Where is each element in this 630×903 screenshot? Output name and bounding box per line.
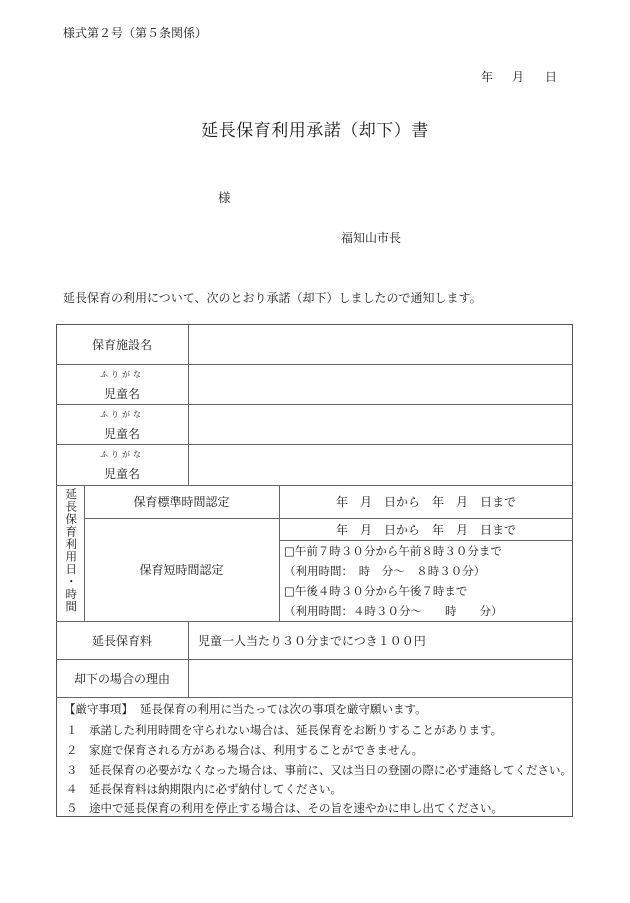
period-side-label: 延長保育利用日・時間 bbox=[64, 488, 79, 613]
rejection-reason-label: 却下の場合の理由 bbox=[73, 671, 170, 686]
row-divider bbox=[56, 697, 573, 698]
fee-label: 延長保育料 bbox=[91, 633, 152, 648]
fee-value: 児童一人当たり３０分までにつき１００円 bbox=[198, 633, 426, 648]
date-day-label: 日 bbox=[545, 70, 558, 84]
notice-text: 延長保育の利用について、次のとおり承諾（却下）しましたので通知します。 bbox=[63, 291, 482, 305]
child-2-label: 児童名 bbox=[103, 426, 140, 441]
short-time-label: 保育短時間認定 bbox=[139, 563, 224, 577]
child-1-furigana-label: ふりがな bbox=[100, 370, 144, 379]
short-date-range: 年 月 日から 年 月 日まで bbox=[335, 522, 516, 537]
child-3-label: 児童名 bbox=[103, 466, 140, 481]
rule-item: ３ 延長保育の必要がなくなった場合は、事前に、又は当日の登園の際に必ず連絡してください。 bbox=[66, 763, 572, 777]
rejection-reason-field[interactable] bbox=[189, 660, 572, 697]
document-title: 延長保育利用承諾（却下）書 bbox=[201, 121, 429, 141]
date-month-label: 月 bbox=[512, 70, 525, 84]
addressee-suffix: 様 bbox=[218, 190, 231, 205]
child-2-name-field[interactable] bbox=[189, 405, 572, 444]
facility-name-field[interactable] bbox=[189, 325, 572, 364]
short-option-evening[interactable]: □午後４時３０分から午後７時まで bbox=[284, 584, 468, 598]
form-number: 様式第２号（第５条関係） bbox=[63, 26, 208, 40]
issuer-name: 福知山市長 bbox=[341, 231, 402, 245]
child-3-name-field[interactable] bbox=[189, 445, 572, 485]
rule-item: １ 承諾した利用時間を守られない場合は、延長保育をお断りすることがあります。 bbox=[66, 723, 503, 737]
child-1-name-field[interactable] bbox=[189, 365, 572, 404]
child-3-furigana-label: ふりがな bbox=[100, 450, 144, 459]
facility-label: 保育施設名 bbox=[91, 337, 152, 352]
date-year-label: 年 bbox=[481, 70, 494, 84]
standard-date-range: 年 月 日から 年 月 日まで bbox=[335, 495, 516, 509]
rule-item: ２ 家庭で保育される方がある場合は、利用することができません。 bbox=[66, 743, 424, 757]
rules-heading: 【厳守事項】 bbox=[64, 702, 133, 716]
short-option-morning[interactable]: □午前７時３０分から午前８時３０分まで bbox=[284, 544, 502, 558]
rule-item: ４ 延長保育料は納期限内に必ず納付してください。 bbox=[66, 782, 342, 796]
child-2-furigana-label: ふりがな bbox=[100, 410, 144, 419]
rule-item: ５ 途中で延長保育の利用を停止する場合は、その旨を速やかに申し出てください。 bbox=[66, 801, 503, 815]
row-divider bbox=[279, 540, 573, 541]
short-option-evening-time: （利用時間：４時３０分〜 時 分） bbox=[284, 604, 503, 618]
short-option-morning-time: （利用時間： 時 分〜 ８時３０分） bbox=[284, 564, 486, 578]
standard-time-label: 保育標準時間認定 bbox=[133, 495, 230, 509]
rules-intro: 延長保育の利用に当たっては次の事項を厳守願います。 bbox=[140, 702, 427, 716]
child-1-label: 児童名 bbox=[103, 386, 140, 401]
